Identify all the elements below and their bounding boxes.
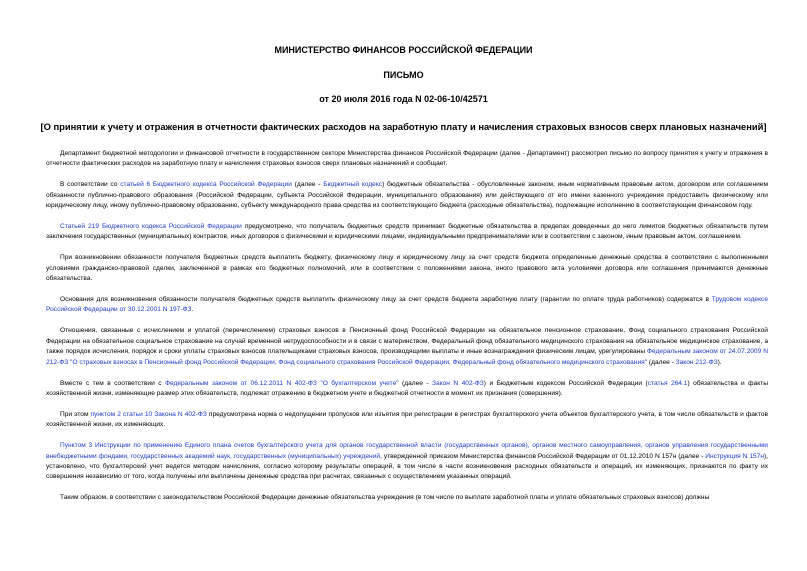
link-article-264-1[interactable]: статья 264.1	[647, 379, 688, 387]
paragraph-9: Пунктом 3 Инструкции по применению Единого плана счетов бухгалтерского учета для органов государственной власти (государственных органов), органов местного самоуправления, органов управления государственными внебюджетными фондами, государственных академий наук, государственных (муниципальных) учреждений, утвержденной приказом Министерства финансов Российской Федерации от 01.12.2010 N 157н (далее - Инструкция N 157н), установлено, что бухгалтерский учет ведется методом начисления, согласно которому результаты операций, в том числе в части возникновения расходных обязательств и операций, их изменяющих, признаются по факту их совершения независимо от того, когда получены или выплачены денежные средства при расчетах, связанных с осуществлением указанных операций.	[46, 442, 769, 481]
paragraph-10: Таким образом, в соответствии с законодательством Российской Федерации денежные обязательства учреждения (в том числе по выплате заработной платы и уплате обязательных страховых взносов) должны	[60, 494, 710, 502]
link-law-402fz[interactable]: Федеральным законом от 06.12.2011 N 402-ФЗ "О бухгалтерском учете"	[164, 379, 399, 387]
document-date-number: от 20 июля 2016 года N 02-06-10/42571	[319, 94, 488, 104]
paragraph-6: Отношения, связанные с исчислением и уплатой (перечислением) страховых взносов в Пенсионный фонд Российской Федерации на обязательное пенсионное страхование, Фонд социального страхования Российской Федерации на обязательное социальное страхование на случай временной нетрудоспособности и в связи с материнством, Федеральный фонд обязательного медицинского страхования на обязательное медицинское страхование, а также порядок исчисления, порядок и сроки уплаты страховых взносов плательщиками страховых взносов, производящими выплаты и иные вознаграждения физическим лицам, урегулированы Федеральным законом от 24.07.2009 N 212-ФЗ "О страховых взносах в Пенсионный фонд Российской Федерации, Фонд социального страхования Российской Федерации, Федеральный фонд обязательного медицинского страхования" (далее - Закон 212-ФЗ).	[46, 327, 768, 366]
document-type: ПИСЬМО	[383, 70, 424, 80]
link-instruction-157n[interactable]: Инструкция N 157н	[705, 452, 764, 460]
paragraph-3: Статьей 219 Бюджетного кодекса Российской Федерации предусмотрено, что получатель бюджетных средств принимает бюджетные обязательства в пределах доведенных до него лимитов бюджетных обязательств путем заключения государственных (муниципальных) контрактов, иных договоров с физическими и юридическими лицами, индивидуальными предпринимателями или в соответствии с законом, иным правовым актом, соглашением.	[46, 223, 768, 241]
link-labor-code[interactable]: Трудовом кодексе Российской Федерации от 30.12.2001 N 197-ФЗ	[46, 296, 769, 314]
paragraph-5: Основания для возникновения обязанности получателя бюджетных средств выплатить физическому лицу за счет средств бюджета заработную плату (гарантии по оплате труда работников) содержатся в Трудовом кодексе Российской Федерации от 30.12.2001 N 197-ФЗ.	[46, 296, 769, 314]
link-law-402fz-short[interactable]: Закон N 402-ФЗ	[432, 379, 484, 387]
link-budget-code-art6[interactable]: статьей 6 Бюджетного кодекса Российской Федерации	[120, 181, 292, 189]
link-budget-code-art219[interactable]: Статьей 219 Бюджетного кодекса Российской Федерации	[60, 223, 242, 231]
ministry-title: МИНИСТЕРСТВО ФИНАНСОВ РОССИЙСКОЙ ФЕДЕРАЦИИ	[274, 45, 533, 55]
link-law-402fz-art10[interactable]: пунктом 2 статьи 10 Закона N 402-ФЗ	[90, 410, 207, 418]
paragraph-2: В соответствии со статьей 6 Бюджетного кодекса Российской Федерации (далее - Бюджетный кодекс) бюджетные обязательства - обусловленные законом, иным нормативным правовым актом, договором или соглашением обязанности публично-правового образования (Российской Федерации, субъекта Российской Федерации, муниципального образования) или действующего от его имени казенного учреждения предоставить физическому или юридическому лицу, иному публично-правовому образованию, субъекту международного права средства из соответствующего бюджета (расходные обязательства), подлежащие исполнению в соответствующем финансовом году.	[46, 181, 768, 210]
link-law-212fz-short[interactable]: Закон 212-ФЗ	[675, 358, 718, 366]
paragraph-7: Вместе с тем в соответствии с Федеральным законом от 06.12.2011 N 402-ФЗ "О бухгалтерском учете" (далее - Закон N 402-ФЗ) и Бюджетным кодексом Российской Федерации (статья 264.1) обязательства и факты хозяйственной жизни, изменяющие размер этих обязательств, подлежат отражению в бюджетном учете и бюджетной отчетности в момент их признания (совершения).	[46, 379, 768, 397]
paragraph-8: При этом пунктом 2 статьи 10 Закона N 402-ФЗ предусмотрена норма о недопущении пропусков или изъятия при регистрации в регистрах бухгалтерского учета объектов бухгалтерского учета, в том числе обязательств и фактов хозяйственной жизни, их изменяющих.	[46, 410, 768, 429]
paragraph-1: Департамент бюджетной методологии и финансовой отчетности в государственном секторе Министерства финансов Российской Федерации (далее - Департамент) рассмотрел письмо по вопросу принятия к учету и отражения в отчетности фактических расходов на заработную плату и начисления страховых взносов сверх плановых назначений и сообщает.	[46, 150, 768, 168]
link-law-212fz[interactable]: Федеральным законом от 24.07.2009 N 212-ФЗ "О страховых взносах в Пенсионный фонд Российской Федерации, Фонд социального страхования Российской Федерации, Федеральный фонд обязательного медицинского страхования"	[46, 348, 768, 366]
link-instruction-157n-p3[interactable]: Пунктом 3 Инструкции по применению Единого плана счетов бухгалтерского учета для органов государственной власти (государственных органов), органов местного самоуправления, органов управления государственными внебюджетными фондами, государственных академий наук, государственных (муниципальных) учреждений	[46, 442, 768, 460]
link-budget-code[interactable]: Бюджетный кодекс	[323, 181, 383, 189]
paragraph-4: При возникновении обязанности получателя бюджетных средств выплатить бюджету, физическому лицу и юридическому лицу за счет средств бюджета определенные денежные средства в соответствии с выполненными условиями гражданско-правовой сделки, заключенной в рамках его бюджетных полномочий, или в соответствии с положениями закона, иного правового акта условиями договора или соглашения принимаются денежные обязательства.	[46, 254, 768, 283]
document-body	[46, 149, 768, 514]
document-subject: [О принятии к учету и отражения в отчетности фактических расходов на заработную плату и начисления страховых взносов сверх плановых назначений]	[40, 121, 767, 132]
